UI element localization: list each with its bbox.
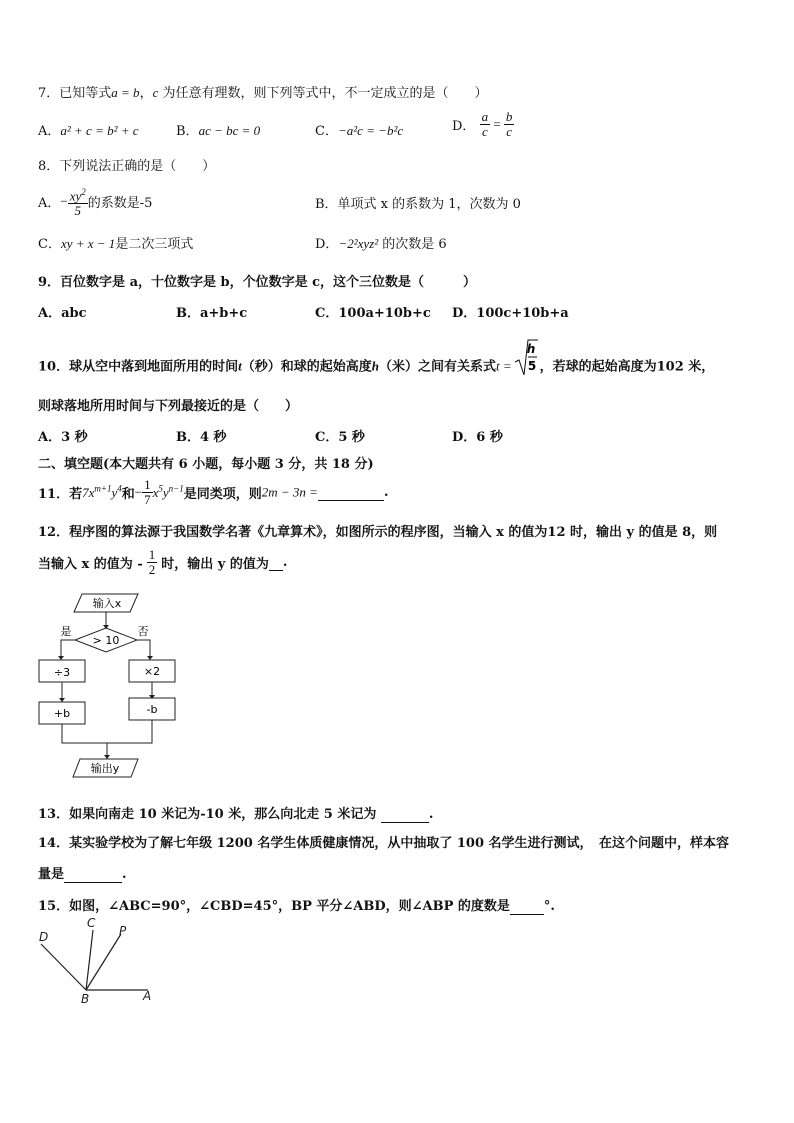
q7-d-equals: = <box>490 116 504 132</box>
q9-option-d: D．100c+10b+a <box>452 306 569 321</box>
q12-line2 <box>38 548 287 577</box>
label-d: D <box>39 930 49 944</box>
q8-c-label: C． <box>38 237 61 252</box>
q8-a-frac: $\frac{xy^2}{5}$ <box>69 187 86 219</box>
q14-answer-blank[interactable] <box>64 867 122 883</box>
q7-option-b <box>176 120 260 139</box>
flow-left1-label: ÷3 <box>53 666 71 679</box>
q10-option-b: B．4 秒 <box>176 430 227 445</box>
q10-t: t <box>238 358 242 374</box>
q8-option-d <box>315 233 447 252</box>
q13-stem <box>38 803 433 823</box>
q11-end: . <box>383 485 389 500</box>
flow-input-label: 输入x <box>92 597 122 610</box>
q12-line2-a: 当输入 x 的值为 - <box>38 557 143 572</box>
q13-answer-blank[interactable] <box>381 807 429 823</box>
q10-h: h <box>371 358 379 374</box>
q15-text: 15．如图，∠ABC=90°，∠CBD=45°，BP 平分∠ABD，则∠ABP 的度数是 <box>38 899 510 914</box>
q13-end: . <box>428 807 434 822</box>
q10-stem-2: （秒）和球的起始高度 <box>241 359 372 375</box>
q11-stem-3: 是同类项，则 <box>183 487 262 502</box>
q10-stem <box>38 342 715 386</box>
q7-c: c <box>152 85 159 100</box>
q11-stem <box>38 478 388 507</box>
svg-text:5: 5 <box>527 359 536 373</box>
q7-eq: a = b <box>111 85 140 100</box>
q11-expr: 2m − 3n = <box>261 484 318 500</box>
q11-term2: $x^5y^{n-1}$ <box>152 483 184 501</box>
ray-bd <box>41 944 86 990</box>
q7-b-expr: ac − bc = 0 <box>198 123 261 138</box>
q11-term1: $7x^{m+1}y^4$ <box>82 483 122 501</box>
q14-line2-text: 量是 <box>38 867 65 882</box>
q10-option-a: A．3 秒 <box>38 430 88 445</box>
flow-yes-label: 是 <box>60 625 72 638</box>
q7-c-expr: −a²c = −b²c <box>337 123 404 138</box>
q10-stem-1: 10．球从空中落到地面所用的时间 <box>38 359 239 375</box>
q7-c-label: C． <box>315 124 338 139</box>
q12-answer-blank[interactable] <box>269 555 283 571</box>
q10-stem-4: ，若球的起始高度为102 米， <box>539 359 715 375</box>
q12-line1: 12．程序图的算法源于我国数学名著《九章算术》，如图所示的程序图，当输入 x 的值为12 时，输出 y 的值是 8，则 <box>38 525 718 540</box>
q8-c-text: 是二次三项式 <box>115 237 194 252</box>
q7-d-frac-left: $\frac{a}{c}$ <box>481 109 489 139</box>
q11-minus: − <box>134 484 143 500</box>
q7-option-a <box>38 120 139 139</box>
section-heading: 二、填空题(本大题共有 6 小题，每小题 3 分，共 18 分) <box>38 457 374 472</box>
q8-d-label: D． <box>315 237 339 252</box>
q11-frac: $\frac{1}{7}$ <box>144 477 151 507</box>
label-a: A <box>143 989 152 1003</box>
q7-stem <box>38 82 488 101</box>
q9-option-a: A．abc <box>38 306 87 321</box>
q7-d-label: D． <box>452 119 476 134</box>
q12-end: . <box>282 555 288 570</box>
q13-text: 13．如果向南走 10 米记为-10 米，那么向北走 5 米记为 <box>38 807 377 822</box>
q8-option-b: B．单项式 x 的系数为 1，次数为 0 <box>315 197 521 212</box>
q14-line1: 14．某实验学校为了解七年级 1200 名学生体质健康情况，从中抽取了 100 名学生进行测试， 在这个问题中，样本容 <box>38 836 730 851</box>
q11-stem-1: 11．若 <box>38 487 83 502</box>
q11-stem-2: 和 <box>121 487 135 502</box>
q8-d-text: 的次数是 6 <box>378 237 447 252</box>
q12-flowchart <box>30 592 190 784</box>
q8-c-expr: xy + x − 1 <box>60 236 116 251</box>
q8-option-a <box>38 185 152 218</box>
q10-eq: t = <box>495 358 512 374</box>
q8-a-text: 的系数是-5 <box>87 196 153 212</box>
q7-option-d <box>452 110 514 139</box>
q9-option-c: C．100a+10b+c <box>315 306 431 321</box>
q7-d-frac-right: $\frac{b}{c}$ <box>505 109 513 139</box>
q10-option-c: C．5 秒 <box>315 430 365 445</box>
q10-sqrt <box>514 342 538 386</box>
flow-output-label: 输出y <box>90 762 120 775</box>
flow-no-label: 否 <box>137 625 149 638</box>
q11-answer-blank[interactable] <box>318 485 384 501</box>
q7-b-label: B． <box>176 124 199 139</box>
label-c: C <box>87 916 96 930</box>
q10-option-d: D．6 秒 <box>452 430 503 445</box>
flow-condition-label: > 10 <box>92 634 120 647</box>
q7-comma: ， <box>139 86 153 101</box>
q7-stem-text: 7．已知等式 <box>38 86 112 101</box>
label-b: B <box>81 992 90 1006</box>
q7-a-label: A． <box>38 124 61 139</box>
flow-right1-label: ×2 <box>143 665 161 678</box>
q9-option-b: B．a+b+c <box>176 306 248 321</box>
q8-a-label: A． <box>38 196 61 212</box>
q7-a-expr: a² + c = b² + c <box>60 123 139 138</box>
flow-left2-label: +b <box>53 707 71 720</box>
q15-angle-diagram <box>30 914 170 1006</box>
q10-stem-line2: 则球落地所用时间与下列最接近的是（ ） <box>38 399 299 414</box>
q8-option-c <box>38 233 193 252</box>
q8-d-expr: −2²xyz² <box>338 236 379 251</box>
q14-line2 <box>38 863 127 883</box>
q8-stem: 8．下列说法正确的是（ ） <box>38 159 216 174</box>
q7-option-c <box>315 120 403 139</box>
q14-end: . <box>122 867 127 882</box>
q12-line2-b: 时，输出 y 的值为 <box>161 557 269 572</box>
q7-stem-rest: 为任意有理数，则下列等式中，不一定成立的是（ ） <box>158 86 488 101</box>
q15-end: °. <box>543 899 555 914</box>
label-p: P <box>119 924 127 938</box>
q15-answer-blank[interactable] <box>510 899 544 915</box>
sqrt-icon <box>514 338 538 376</box>
flow-right2-label: -b <box>146 703 158 716</box>
q9-stem: 9．百位数字是 a，十位数字是 b，个位数字是 c，这个三位数是（ ） <box>38 275 477 290</box>
q15-stem <box>38 895 555 915</box>
q10-stem-3: （米）之间有关系式 <box>378 359 496 375</box>
q8-a-minus: − <box>60 193 68 209</box>
svg-text:h: h <box>526 342 535 356</box>
q12-frac: $\frac{1}{2}$ <box>148 547 156 577</box>
